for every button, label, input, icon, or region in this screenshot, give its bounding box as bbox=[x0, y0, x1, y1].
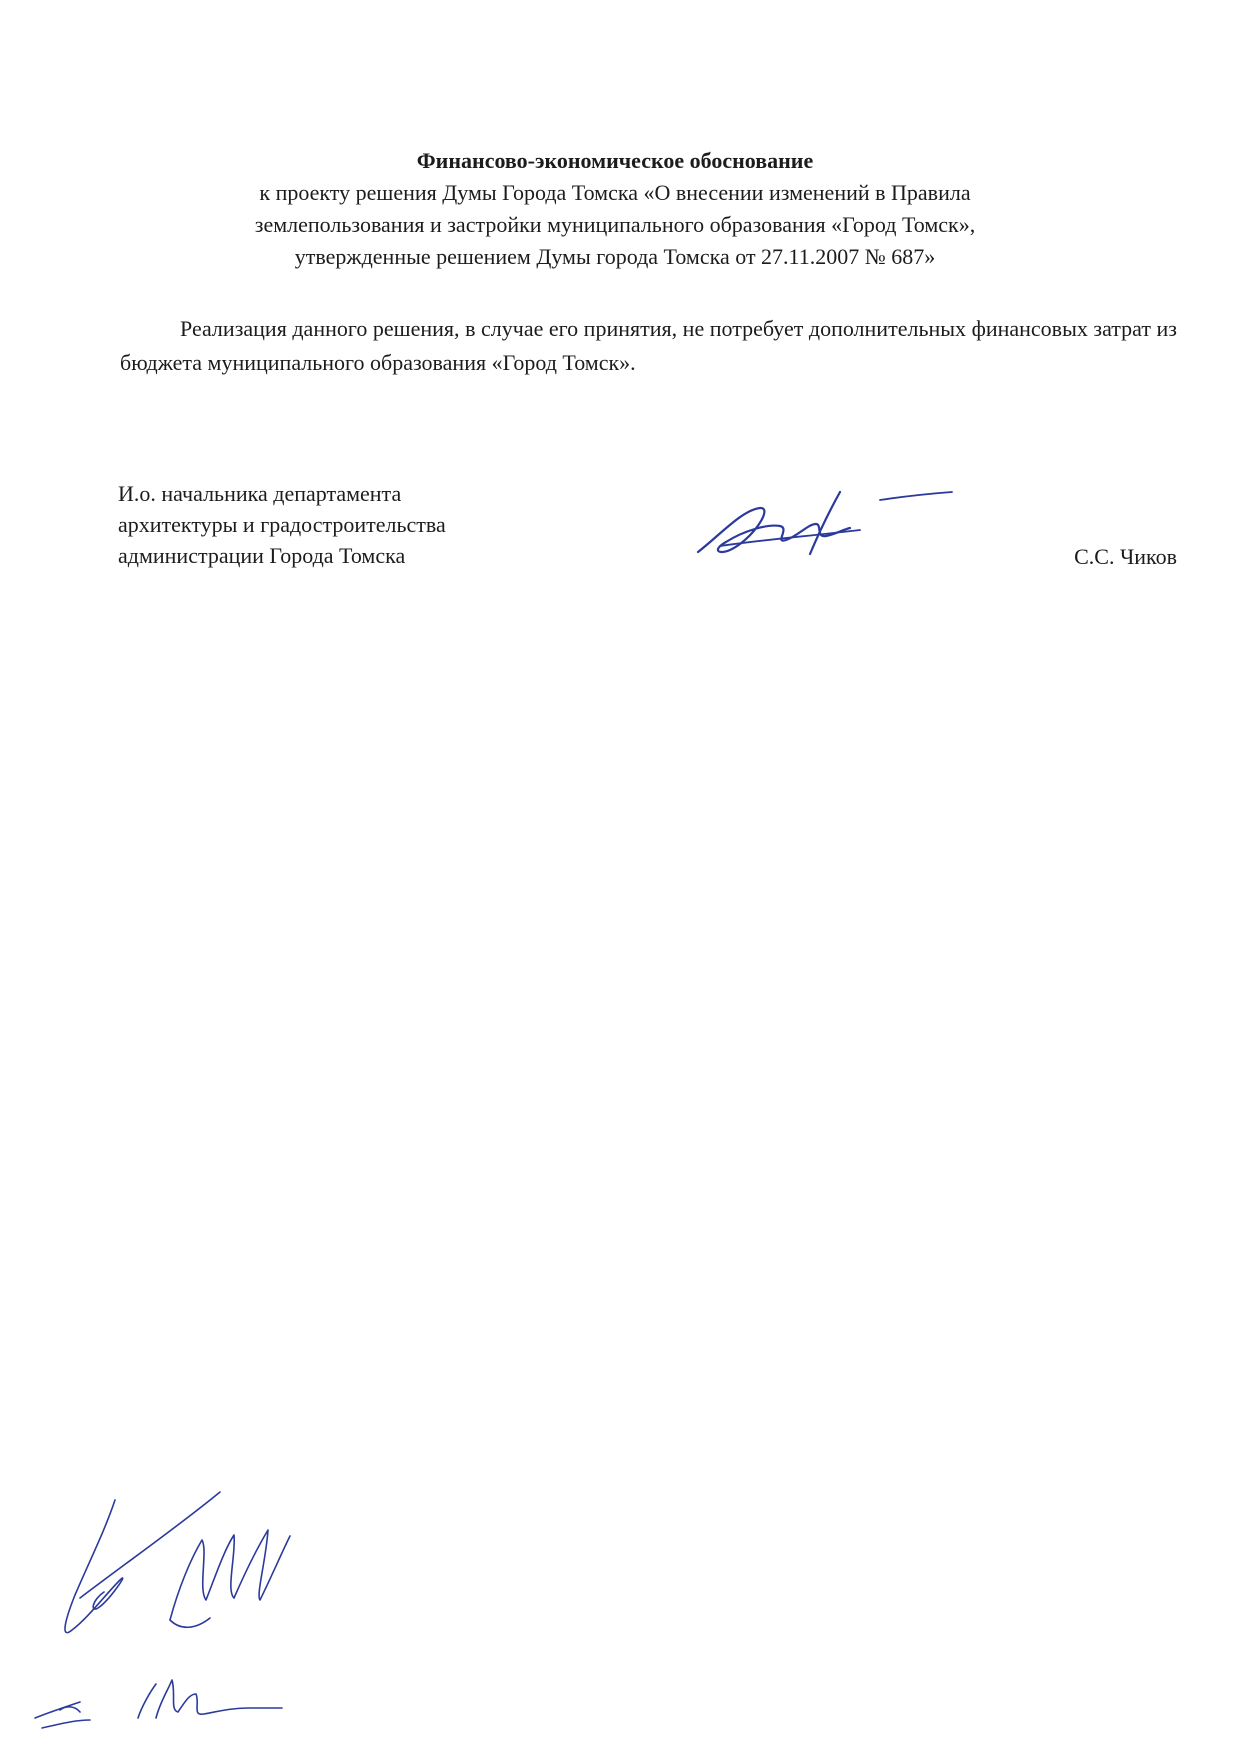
signer-name: С.С. Чиков bbox=[1074, 544, 1177, 569]
title-block bbox=[180, 145, 1050, 273]
signer-position-line: администрации Города Томска bbox=[118, 543, 406, 568]
signer-position-line: архитектуры и градостроительства bbox=[118, 512, 446, 537]
subtitle-line: к проекту решения Думы Города Томска «О внесении изменений в Правила bbox=[259, 180, 971, 205]
subtitle-line: утвержденные решением Думы города Томска от 27.11.2007 № 687» bbox=[294, 244, 936, 269]
signer-position-line: И.о. начальника департамента bbox=[118, 481, 402, 506]
document-heading: Финансово-экономическое обоснование bbox=[416, 148, 814, 173]
signer-position bbox=[118, 478, 446, 571]
handwritten-signature-icon bbox=[690, 480, 960, 570]
body-paragraph: Реализация данного решения, в случае его принятия, не потребует дополнительных финансовых затрат из бюджета муниципального образования «Город Томск». bbox=[120, 316, 1177, 375]
subtitle-line: землепользования и застройки муниципального образования «Город Томск», bbox=[254, 212, 976, 237]
approval-signatures-icon bbox=[20, 1480, 310, 1740]
